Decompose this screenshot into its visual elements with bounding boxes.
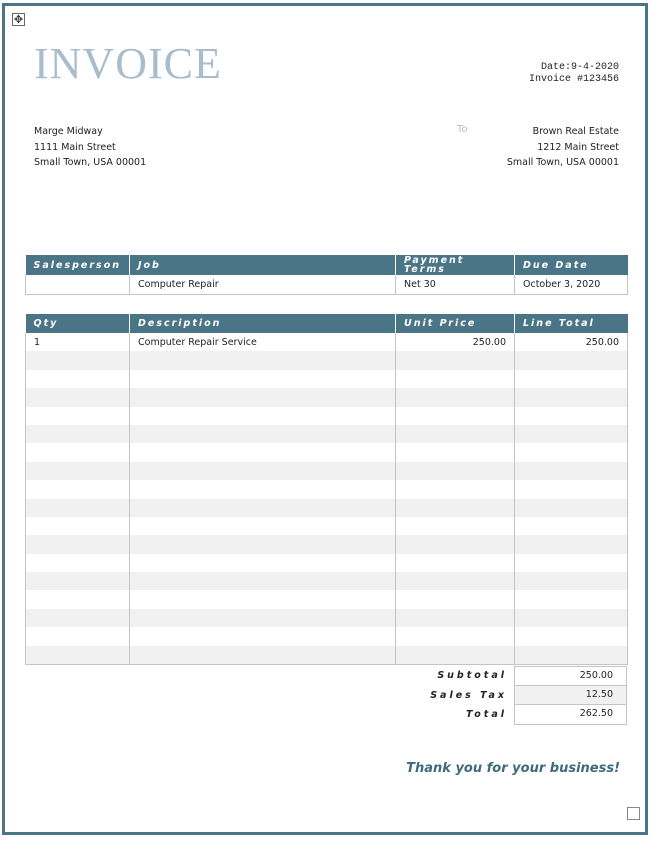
description-cell[interactable]: Computer Repair Service — [130, 333, 396, 351]
items-table — [25, 314, 628, 665]
total-row — [395, 705, 627, 725]
qty-cell[interactable]: 1 — [26, 333, 130, 351]
table-row — [26, 627, 628, 645]
recipient-city: Small Town, USA 00001 — [506, 157, 619, 168]
table-row — [26, 590, 628, 608]
line-total-cell[interactable] — [515, 554, 628, 572]
sales-tax-label: Sales Tax — [430, 689, 507, 701]
line-total-cell[interactable] — [515, 535, 628, 553]
qty-cell[interactable] — [26, 627, 130, 645]
line-total-cell[interactable] — [515, 499, 628, 517]
unit-price-cell[interactable] — [396, 590, 515, 608]
qty-cell[interactable] — [26, 443, 130, 461]
due-date-cell[interactable]: October 3, 2020 — [515, 275, 628, 295]
line-total-cell[interactable] — [515, 590, 628, 608]
unit-price-cell[interactable] — [396, 407, 515, 425]
unit-price-cell[interactable] — [396, 388, 515, 406]
description-cell[interactable] — [130, 572, 396, 590]
sender-address — [34, 124, 146, 171]
unit-price-cell[interactable] — [396, 370, 515, 388]
line-total-cell[interactable] — [515, 370, 628, 388]
header-description: Description — [130, 314, 396, 333]
table-row — [26, 609, 628, 627]
table-row — [26, 572, 628, 590]
description-cell[interactable] — [130, 388, 396, 406]
description-cell[interactable] — [130, 554, 396, 572]
line-total-cell[interactable]: 250.00 — [515, 333, 628, 351]
unit-price-cell[interactable] — [396, 572, 515, 590]
table-row — [26, 480, 628, 498]
table-row — [26, 351, 628, 369]
line-total-cell[interactable] — [515, 572, 628, 590]
sales-tax-value[interactable]: 12.50 — [514, 686, 627, 706]
payment-terms-cell[interactable]: Net 30 — [396, 275, 515, 295]
line-total-cell[interactable] — [515, 443, 628, 461]
table-row — [26, 333, 628, 351]
invoice-date: Date:9-4-2020 — [540, 62, 619, 73]
unit-price-cell[interactable] — [396, 646, 515, 665]
subtotal-label: Subtotal — [437, 670, 507, 681]
qty-cell[interactable] — [26, 425, 130, 443]
invoice-title: INVOICE — [34, 39, 222, 88]
description-cell[interactable] — [130, 535, 396, 553]
unit-price-cell[interactable] — [396, 425, 515, 443]
description-cell[interactable] — [130, 590, 396, 608]
unit-price-cell[interactable] — [396, 554, 515, 572]
table-resize-handle-icon[interactable] — [627, 807, 640, 820]
invoice-number: Invoice #123456 — [528, 74, 619, 85]
unit-price-cell[interactable] — [396, 535, 515, 553]
table-row — [26, 646, 628, 665]
table-move-handle-icon[interactable]: ✥ — [13, 13, 24, 26]
line-total-cell[interactable] — [515, 627, 628, 645]
header-qty: Qty — [26, 314, 130, 333]
header-payment-terms: Payment Terms — [396, 255, 515, 275]
description-cell[interactable] — [130, 443, 396, 461]
unit-price-cell[interactable] — [396, 627, 515, 645]
line-total-cell[interactable] — [515, 407, 628, 425]
line-total-cell[interactable] — [515, 388, 628, 406]
table-row — [26, 499, 628, 517]
line-total-cell[interactable] — [515, 517, 628, 535]
qty-cell[interactable] — [26, 351, 130, 369]
qty-cell[interactable] — [26, 407, 130, 425]
total-label: Total — [466, 709, 507, 720]
table-row — [26, 554, 628, 572]
thank-you-message: Thank you for your business! — [406, 761, 620, 776]
sender-name: Marge Midway — [34, 126, 103, 137]
unit-price-cell[interactable] — [396, 499, 515, 517]
description-cell[interactable] — [130, 407, 396, 425]
unit-price-cell[interactable] — [396, 609, 515, 627]
header-due-date: Due Date — [515, 255, 628, 275]
description-cell[interactable] — [130, 425, 396, 443]
unit-price-cell[interactable] — [396, 480, 515, 498]
qty-cell[interactable] — [26, 480, 130, 498]
description-cell[interactable] — [130, 462, 396, 480]
line-total-cell[interactable] — [515, 480, 628, 498]
subtotal-value[interactable]: 250.00 — [514, 666, 627, 686]
unit-price-cell[interactable] — [396, 517, 515, 535]
qty-cell[interactable] — [26, 554, 130, 572]
qty-cell[interactable] — [26, 388, 130, 406]
header-unit-price: Unit Price — [396, 314, 515, 333]
description-cell[interactable] — [130, 499, 396, 517]
qty-cell[interactable] — [26, 370, 130, 388]
header-salesperson: Salesperson — [26, 255, 130, 275]
table-row — [26, 443, 628, 461]
line-total-cell[interactable] — [515, 462, 628, 480]
header-job: Job — [130, 255, 396, 275]
recipient-name: Brown Real Estate — [532, 126, 619, 137]
table-row — [26, 517, 628, 535]
line-total-cell[interactable] — [515, 646, 628, 665]
description-cell[interactable] — [130, 351, 396, 369]
qty-cell[interactable] — [26, 646, 130, 665]
table-row — [26, 462, 628, 480]
job-cell[interactable]: Computer Repair — [130, 275, 396, 295]
header-line-total: Line Total — [515, 314, 628, 333]
unit-price-cell[interactable] — [396, 351, 515, 369]
qty-cell[interactable] — [26, 462, 130, 480]
unit-price-cell[interactable]: 250.00 — [396, 333, 515, 351]
description-cell[interactable] — [130, 646, 396, 665]
table-row — [26, 407, 628, 425]
sender-city: Small Town, USA 00001 — [34, 157, 147, 168]
salesperson-cell[interactable] — [26, 275, 130, 295]
line-total-cell[interactable] — [515, 609, 628, 627]
qty-cell[interactable] — [26, 590, 130, 608]
qty-cell[interactable] — [26, 499, 130, 517]
description-cell[interactable] — [130, 370, 396, 388]
table-row — [26, 388, 628, 406]
to-label: To — [457, 124, 468, 135]
unit-price-cell[interactable] — [396, 462, 515, 480]
description-cell[interactable] — [130, 609, 396, 627]
totals-block — [395, 666, 627, 725]
job-row — [26, 275, 628, 295]
total-value[interactable]: 262.50 — [514, 705, 627, 725]
job-table — [25, 255, 628, 295]
unit-price-cell[interactable] — [396, 443, 515, 461]
line-total-cell[interactable] — [515, 351, 628, 369]
sales-tax-row — [395, 686, 627, 706]
table-row — [26, 535, 628, 553]
subtotal-row — [395, 666, 627, 686]
recipient-address — [507, 124, 619, 171]
qty-cell[interactable] — [26, 535, 130, 553]
table-row — [26, 425, 628, 443]
description-cell[interactable] — [130, 480, 396, 498]
recipient-street: 1212 Main Street — [537, 141, 619, 153]
qty-cell[interactable] — [26, 609, 130, 627]
sender-street: 1111 Main Street — [34, 141, 116, 153]
invoice-meta — [529, 62, 619, 86]
table-row — [26, 370, 628, 388]
line-total-cell[interactable] — [515, 425, 628, 443]
qty-cell[interactable] — [26, 517, 130, 535]
qty-cell[interactable] — [26, 572, 130, 590]
description-cell[interactable] — [130, 517, 396, 535]
description-cell[interactable] — [130, 627, 396, 645]
